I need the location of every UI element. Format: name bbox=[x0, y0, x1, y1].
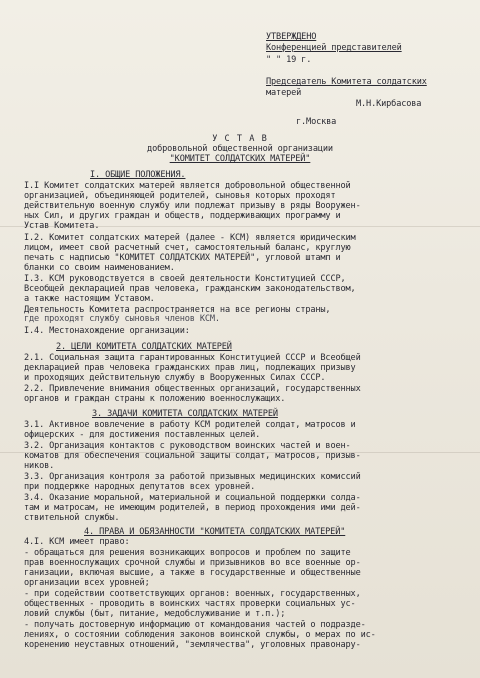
city-name: г.Москва bbox=[296, 117, 337, 127]
section-1-line: действительную военную службу или подлежат призыву в ряды Вооружен- bbox=[24, 201, 361, 211]
approval-chair: Председатель Комитета солдатских bbox=[266, 77, 427, 87]
section-1-line: Деятельность Комитета распространяется на все регионы страны, bbox=[24, 305, 331, 315]
section-3-line: офицерских - для достижения поставленных целей. bbox=[24, 430, 261, 440]
section-1-line: I.4. Местонахождение организации: bbox=[24, 326, 190, 336]
section-1-title: I. ОБЩИЕ ПОЛОЖЕНИЯ. bbox=[90, 170, 186, 180]
section-4-line: ловий службы (быт, питание, медобслуживание и т.п.); bbox=[24, 609, 286, 619]
approval-conference: Конференцией представителей bbox=[266, 43, 402, 53]
section-2-title: 2. ЦЕЛИ КОМИТЕТА СОЛДАТСКИХ МАТЕРЕЙ bbox=[56, 342, 232, 352]
section-1-line: лицом, имеет свой расчетный счет, самостоятельный баланс, круглую bbox=[24, 243, 351, 253]
approval-title: УТВЕРЖДЕНО bbox=[266, 32, 317, 42]
section-4-title: 4. ПРАВА И ОБЯЗАННОСТИ "КОМИТЕТА СОЛДАТСКИХ МАТЕРЕЙ" bbox=[84, 527, 346, 537]
section-4-line: лениях, о состоянии соблюдения законов воинской службы, о мерах по ис- bbox=[24, 630, 376, 640]
approval-date: " " 19 г. bbox=[266, 55, 312, 65]
section-2-line: декларацией прав человека гражданских прав лиц, подлежащих призыву bbox=[24, 363, 356, 373]
section-3-line: 3.1. Активное вовлечение в работу КСМ родителей солдат, матросов и bbox=[24, 420, 356, 430]
section-1-line: ных Сил, и других граждан и обществ, поддерживающих программу и bbox=[24, 211, 341, 221]
section-3-line: 3.2. Организация контактов с руководством воинских частей и воен- bbox=[24, 441, 351, 451]
section-1-line: I.3. КСМ руководствуется в своей деятельности Конституцией СССР, bbox=[24, 274, 346, 284]
signature-name: М.Н.Кирбасова bbox=[356, 99, 422, 109]
section-1-line: бланки со своим наименованием. bbox=[24, 263, 175, 273]
section-4-line: коренению неуставных отношений, "землячества", уголовных правонару- bbox=[24, 640, 361, 650]
section-4-line: организации всех уровней; bbox=[24, 578, 150, 588]
section-3-title: 3. ЗАДАЧИ КОМИТЕТА СОЛДАТСКИХ МАТЕРЕЙ bbox=[92, 409, 278, 419]
section-2-line: и проходящих действительную службу в Вооруженных Силах СССР. bbox=[24, 373, 326, 383]
section-4-line: ганизации, включая высшие, а также в государственные и общественные bbox=[24, 568, 361, 578]
section-3-line: коматов для обеспечения социальной защиты солдат, матросов, призыв- bbox=[24, 451, 361, 461]
section-2-line: органов и граждан страны к положению военнослужащих. bbox=[24, 394, 286, 404]
section-4-line: - обращаться для решения возникающих вопросов и проблем по защите bbox=[24, 548, 351, 558]
document-title: У С Т А В bbox=[212, 134, 268, 144]
section-1-line: I.I Комитет солдатских матерей является добровольной общественной bbox=[24, 181, 351, 191]
section-2-line: 2.2. Привлечение внимания общественных организаций, государственных bbox=[24, 384, 361, 394]
section-4-line: - получать достоверную информацию от командования частей о подраздe- bbox=[24, 620, 366, 630]
section-1-line: организацией, объединяющей родителей, сыновья которых проходят bbox=[24, 191, 336, 201]
section-3-line: ников. bbox=[24, 461, 55, 471]
section-1-line: печать с надписью "КОМИТЕТ СОЛДАТСКИХ МАТЕРЕЙ", угловой штамп и bbox=[24, 253, 341, 263]
section-3-line: 3.4. Оказание моральной, материальной и социальной поддержки солда- bbox=[24, 493, 361, 503]
section-2-line: 2.1. Социальная защита гарантированных Конституцией СССР и Всеобщей bbox=[24, 353, 361, 363]
document-subtitle: добровольной общественной организации bbox=[147, 144, 333, 154]
section-3-line: 3.3. Организация контроля за работой призывных медицинских комиссий bbox=[24, 472, 361, 482]
section-4-line: общественных - проводить в воинских частях проверки социальных ус- bbox=[24, 599, 356, 609]
section-4-line: - при содействии соответствующих органов: военных, государственных, bbox=[24, 589, 361, 599]
organization-name: "КОМИТЕТ СОЛДАТСКИХ МАТЕРЕЙ" bbox=[169, 154, 311, 164]
section-1-line: Устав Комитета. bbox=[24, 221, 100, 231]
section-4-line: 4.I. КСМ имеет право: bbox=[24, 537, 130, 547]
section-1-line: I.2. Комитет солдатских матерей (далее - КСМ) является юридическим bbox=[24, 233, 356, 243]
section-4-line: прав военнослужащих срочной службы и призывников во все военные ор- bbox=[24, 558, 361, 568]
section-1-line: где проходят службу сыновья членов КСМ. bbox=[24, 314, 220, 324]
section-3-line: при поддержке народных депутатов всех уровней. bbox=[24, 482, 256, 492]
section-3-line: ствительной службы. bbox=[24, 513, 120, 523]
section-1-line: а также настоящим Уставом. bbox=[24, 294, 155, 304]
approval-chair-cont: матерей bbox=[266, 88, 302, 98]
section-3-line: там и матросам, не имеющим родителей, в период прохождения ими дей- bbox=[24, 503, 361, 513]
section-1-line: Всеобщей декларацией прав человека, гражданским законодательством, bbox=[24, 284, 356, 294]
